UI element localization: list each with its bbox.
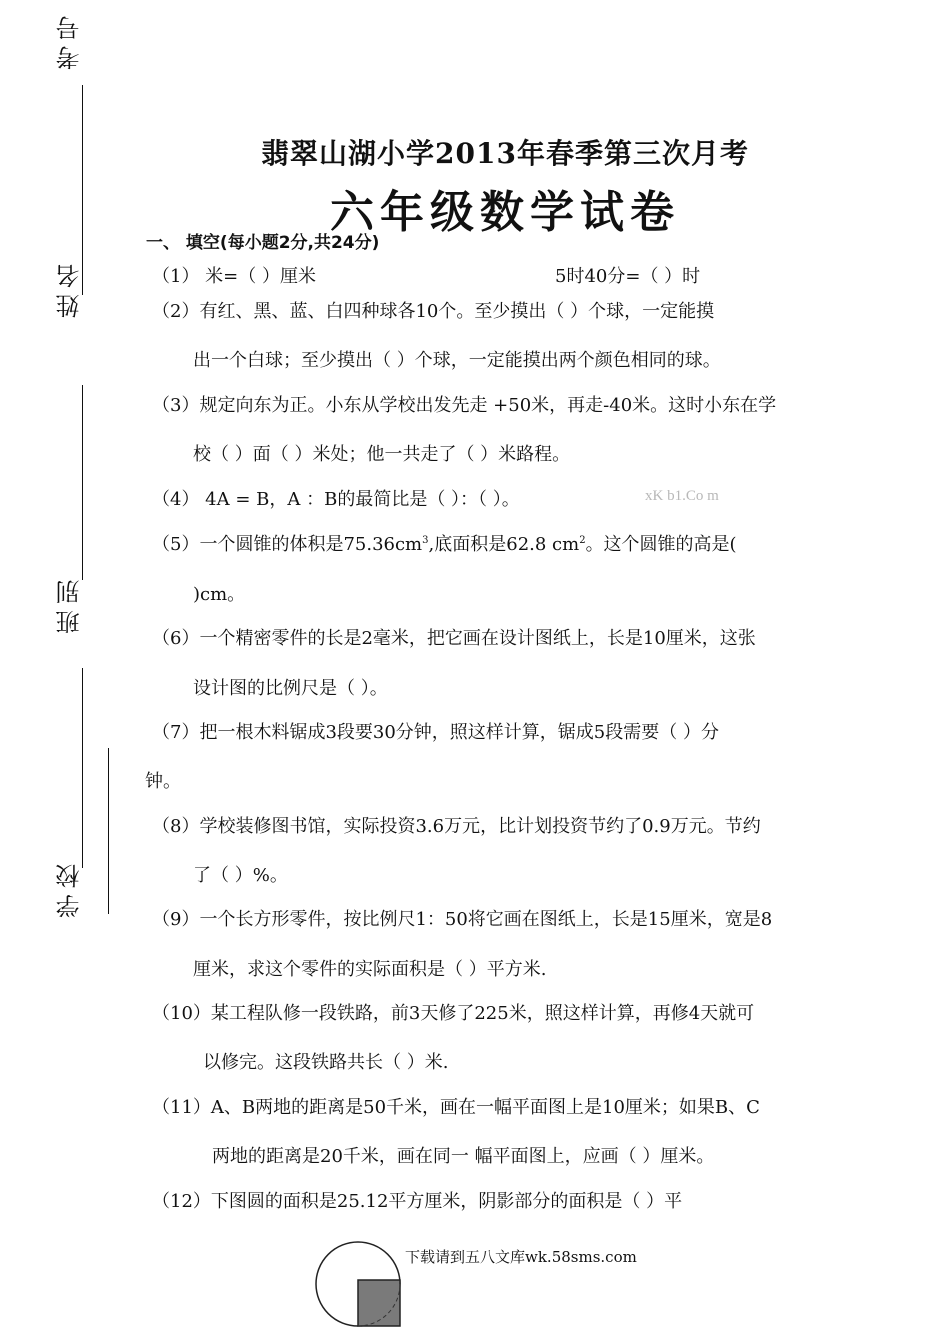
footer-download-note: 下载请到五八文库wk.58sms.com: [405, 1248, 637, 1266]
question-10-line-2: 以修完。这段铁路共长（ ）米.: [203, 1052, 449, 1073]
exam-title: 翡翠山湖小学2013年春季第三次月考: [261, 137, 749, 170]
question-7-line-2: 钟。: [145, 771, 181, 792]
question-1-part-a: （1） 米=（ ）厘米: [152, 266, 316, 287]
question-2-line-1: （2）有红、黑、蓝、白四种球各10个。至少摸出（ ）个球，一定能摸: [152, 301, 715, 322]
class-label: 班别: [56, 574, 84, 634]
name-line: [82, 385, 83, 580]
question-10-line-1: （10）某工程队修一段铁路，前3天修了225米，照这样计算，再修4天就可: [152, 1003, 755, 1024]
question-9-line-2: 厘米，求这个零件的实际面积是（ ）平方米.: [193, 959, 547, 980]
question-11-line-2: 两地的距离是20千米，画在同一 幅平面图上，应画（ ）厘米。: [212, 1146, 715, 1167]
question-3-line-2: 校（ ）面（ ）米处；他一共走了（ ）米路程。: [193, 444, 571, 465]
paper-subtitle: 六年级数学试卷: [330, 187, 680, 238]
question-8-line-1: （8）学校装修图书馆，实际投资3.6万元，比计划投资节约了0.9万元。节约: [152, 816, 761, 837]
question-2-line-2: 出一个白球；至少摸出（ ）个球，一定能摸出两个颜色相同的球。: [193, 350, 721, 371]
watermark-text: xK b1.Co m: [645, 488, 719, 504]
question-7-line-1: （7）把一根木料锯成3段要30分钟，照这样计算，锯成5段需要（ ）分: [152, 722, 719, 743]
shaded-square: [358, 1280, 400, 1326]
question-8-line-2: 了（ ）%。: [193, 865, 288, 886]
school-label: 学校: [56, 858, 84, 918]
exam-number-label: 考号: [56, 10, 84, 70]
question-9-line-1: （9）一个长方形零件，按比例尺1：50将它画在图纸上，长是15厘米，宽是8: [152, 909, 773, 930]
question-6-line-2: 设计图的比例尺是（ ）。: [193, 678, 388, 699]
question-5-line-1: （5）一个圆锥的体积是$75.36cm^3$,底面积是62.8 $cm^2$。这个圆锥的高是(: [152, 534, 737, 555]
question-5-line-2: )cm。: [193, 584, 246, 605]
question-6-line-1: （6）一个精密零件的长是2毫米，把它画在设计图纸上，长是10厘米，这张: [152, 628, 756, 649]
name-label: 姓名: [56, 258, 84, 318]
circle-square-figure: [310, 1232, 410, 1344]
school-line-outer: [108, 748, 109, 914]
question-11-line-1: （11）A、B两地的距离是50千米，画在一幅平面图上是10厘米；如果B、C: [152, 1097, 760, 1118]
question-1-part-b: 5时40分=（ ）时: [555, 266, 701, 287]
question-3-line-1: （3）规定向东为正。小东从学校出发先走 +50米，再走-40米。这时小东在学: [152, 395, 777, 416]
question-12-line-1: （12）下图圆的面积是25.12平方厘米，阴影部分的面积是（ ）平: [152, 1191, 683, 1212]
section-heading: 一、 填空(每小题2分,共24分): [146, 233, 380, 253]
question-4: （4） 4A = B，A ：B的最简比是（ ）：（ ）。: [152, 489, 520, 510]
class-line: [82, 668, 83, 868]
